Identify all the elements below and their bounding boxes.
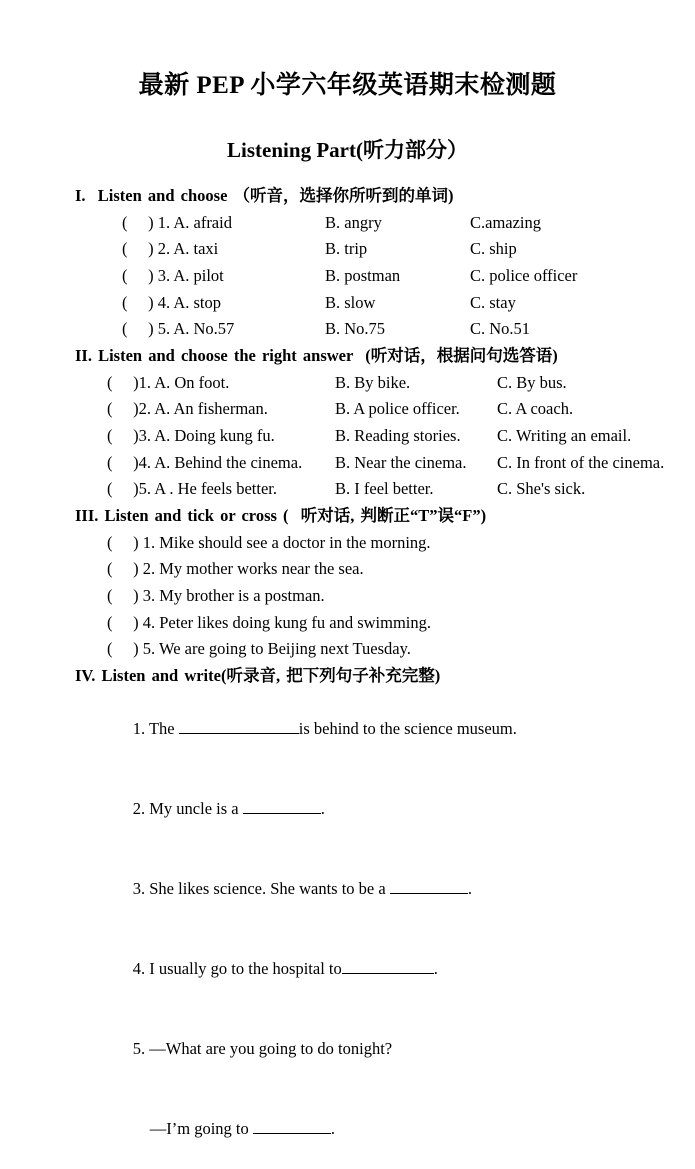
option-a: ( )2. A. An fisherman. [107, 399, 268, 419]
option-c: C. ship [470, 239, 517, 259]
answer-blank [243, 798, 321, 814]
page-title: 最新 PEP 小学六年级英语期末检测题 [138, 72, 557, 99]
option-b: B. Near the cinema. [335, 452, 467, 472]
fill-in-line [0, 1009, 695, 1089]
sentence-text: —I’m going to [149, 1118, 253, 1138]
option-a: ( )5. A . He feels better. [107, 479, 277, 499]
option-a: ( ) 4. A. stop [122, 292, 221, 312]
sentence-text: . [467, 879, 472, 899]
fill-in-line [0, 769, 695, 849]
sentence-text: . [330, 1118, 335, 1138]
option-c: C.amazing [470, 212, 542, 232]
option-b: B. I feel better. [335, 479, 434, 499]
sentence-text: . [433, 959, 438, 979]
question-row [0, 476, 695, 503]
answer-blank [179, 718, 299, 734]
answer-blank [390, 878, 468, 894]
answer-blank [253, 1118, 331, 1134]
true-false-item: ( ) 4. Peter likes doing kung fu and swimming. [107, 612, 432, 632]
sentence-text: 3. She likes science. She wants to be a [132, 879, 390, 899]
option-b: B. Reading stories. [335, 425, 461, 445]
fill-in-line [0, 849, 695, 929]
option-c: C. stay [470, 292, 516, 312]
fill-in-line [0, 689, 695, 769]
option-c: C. Writing an email. [497, 425, 632, 445]
question-row [0, 290, 695, 317]
option-b: B. By bike. [335, 372, 411, 392]
option-c: C. A coach. [497, 399, 574, 419]
question-row [0, 236, 695, 263]
option-c: C. In front of the cinema. [497, 452, 665, 472]
option-c: C. She's sick. [497, 479, 586, 499]
question-row [0, 450, 695, 477]
section-3-heading: III. Listen and tick or cross ( 听对话, 判断正“T”误“F”) [75, 505, 487, 525]
question-row [0, 423, 695, 450]
true-false-item: ( ) 1. Mike should see a doctor in the morning. [107, 532, 431, 552]
question-row [0, 210, 695, 237]
question-row [0, 396, 695, 423]
sentence-text: . [320, 799, 325, 819]
exam-content [0, 183, 695, 1169]
option-c: C. No.51 [470, 319, 531, 339]
sentence-text: is behind to the science museum. [298, 719, 517, 739]
option-a: ( ) 2. A. taxi [122, 239, 219, 259]
option-a: ( )1. A. On foot. [107, 372, 230, 392]
option-b: B. A police officer. [335, 399, 460, 419]
question-row [0, 316, 695, 343]
sentence-text: 4. I usually go to the hospital to [132, 959, 342, 979]
option-b: B. trip [325, 239, 368, 259]
true-false-item: ( ) 3. My brother is a postman. [107, 585, 325, 605]
option-b: B. No.75 [325, 319, 386, 339]
question-row [0, 263, 695, 290]
fill-in-line [0, 929, 695, 1009]
option-a: ( ) 1. A. afraid [122, 212, 232, 232]
listening-part-heading: Listening Part(听力部分） [227, 138, 468, 162]
option-a: ( )3. A. Doing kung fu. [107, 425, 275, 445]
option-c: C. police officer [470, 265, 578, 285]
option-b: B. postman [325, 265, 401, 285]
option-b: B. angry [325, 212, 382, 232]
true-false-item: ( ) 2. My mother works near the sea. [107, 559, 364, 579]
option-a: ( ) 3. A. pilot [122, 265, 224, 285]
sentence-text: 1. The [132, 719, 179, 739]
sentence-text: 2. My uncle is a [132, 799, 243, 819]
option-a: ( )4. A. Behind the cinema. [107, 452, 303, 472]
question-row [0, 370, 695, 397]
section-2-heading: II. Listen and choose the right answer (听对话，根据问句选答语) [75, 345, 558, 365]
answer-blank [342, 958, 434, 974]
true-false-item: ( ) 5. We are going to Beijing next Tuesday. [107, 639, 411, 659]
option-c: C. By bus. [497, 372, 567, 392]
option-b: B. slow [325, 292, 376, 312]
option-a: ( ) 5. A. No.57 [122, 319, 235, 339]
section-4-heading: IV. Listen and write(听录音, 把下列句子补充完整) [75, 665, 441, 685]
section-1-heading: I. Listen and choose （听音，选择你所听到的单词) [75, 186, 454, 205]
fill-in-line [0, 1089, 695, 1169]
sentence-text: 5. —What are you going to do tonight? [132, 1039, 393, 1058]
